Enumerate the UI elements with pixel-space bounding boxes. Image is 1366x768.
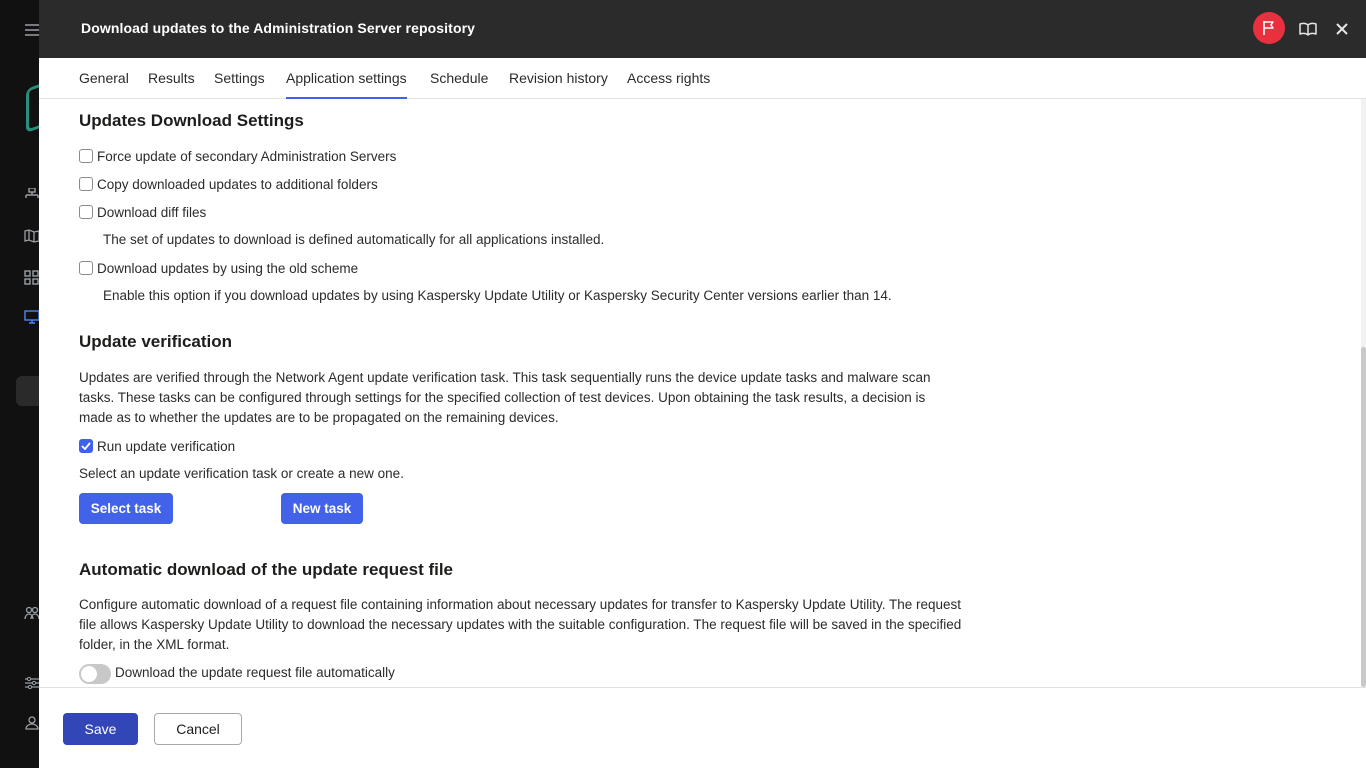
old-scheme-hint: Enable this option if you download updates by using Kaspersky Update Utility or Kaspersky Security Center versions earlier than 14. — [103, 288, 892, 303]
request-file-toggle-label: Download the update request file automatically — [115, 665, 395, 680]
dialog-title: Download updates to the Administration Server repository — [81, 20, 476, 36]
tab-application-settings[interactable]: Application settings — [286, 70, 407, 99]
run-verification-label: Run update verification — [97, 438, 236, 454]
background-sidebar — [0, 0, 39, 768]
update-verification-heading: Update verification — [79, 332, 233, 351]
tab-access-rights[interactable]: Access rights — [627, 70, 711, 86]
toggle-knob — [81, 666, 97, 682]
run-verification-option[interactable] — [79, 436, 235, 456]
diff-files-hint: The set of updates to download is defined automatically for all applications installed. — [103, 232, 605, 247]
tab-bar — [39, 58, 1366, 99]
updates-download-heading: Updates Download Settings — [79, 111, 304, 130]
request-file-description: Configure automatic download of a request file containing information about necessary updates for transfer to Kaspersky Update Utility. The request file allows Kaspersky Update Utility to download the necessary updates with the suitable configuration. The request file will be saved in the specified folder, in the XML format. — [79, 597, 962, 652]
force-update-checkbox[interactable] — [79, 149, 93, 163]
settings-content — [39, 99, 1361, 687]
book-icon[interactable] — [1297, 18, 1319, 40]
tab-revision-history[interactable]: Revision history — [509, 70, 608, 86]
old-scheme-label: Download updates by using the old scheme — [97, 260, 359, 276]
tab-settings[interactable]: Settings — [214, 70, 265, 86]
checkmark-icon — [81, 442, 91, 450]
dialog-header — [39, 0, 1366, 58]
scrollbar-thumb[interactable] — [1361, 347, 1366, 687]
force-update-label: Force update of secondary Administration Servers — [97, 148, 397, 164]
cancel-button[interactable]: Cancel — [154, 713, 242, 745]
vertical-scrollbar[interactable] — [1361, 99, 1366, 687]
diff-files-label: Download diff files — [97, 204, 207, 220]
save-button[interactable]: Save — [63, 713, 138, 745]
copy-folders-option[interactable] — [79, 174, 378, 194]
flag-icon[interactable] — [1253, 12, 1285, 44]
copy-folders-checkbox[interactable] — [79, 177, 93, 191]
dialog-footer — [39, 687, 1366, 768]
select-task-button[interactable]: Select task — [79, 493, 173, 524]
tab-schedule[interactable]: Schedule — [430, 70, 489, 86]
old-scheme-checkbox[interactable] — [79, 261, 93, 275]
force-update-option[interactable] — [79, 146, 396, 166]
tab-results[interactable]: Results — [148, 70, 195, 86]
run-verification-checkbox[interactable] — [79, 439, 93, 453]
old-scheme-option[interactable] — [79, 258, 358, 278]
task-properties-dialog — [39, 0, 1366, 768]
diff-files-option[interactable] — [79, 202, 206, 222]
request-file-heading: Automatic download of the update request file — [79, 560, 454, 579]
copy-folders-label: Copy downloaded updates to additional folders — [97, 176, 378, 192]
close-icon[interactable] — [1331, 18, 1353, 40]
request-file-toggle[interactable] — [79, 664, 111, 684]
update-verification-description: Updates are verified through the Network Agent update verification task. This task sequentially runs the device update tasks and malware scan tasks. These tasks can be configured through settings for the specified collection of test devices. Upon obtaining the task results, a decision is made as to whether the updates are to be propagated on the remaining devices. — [79, 370, 931, 425]
tab-general[interactable]: General — [79, 70, 129, 86]
new-task-button[interactable]: New task — [281, 493, 363, 524]
diff-files-checkbox[interactable] — [79, 205, 93, 219]
select-task-hint: Select an update verification task or create a new one. — [79, 466, 404, 481]
